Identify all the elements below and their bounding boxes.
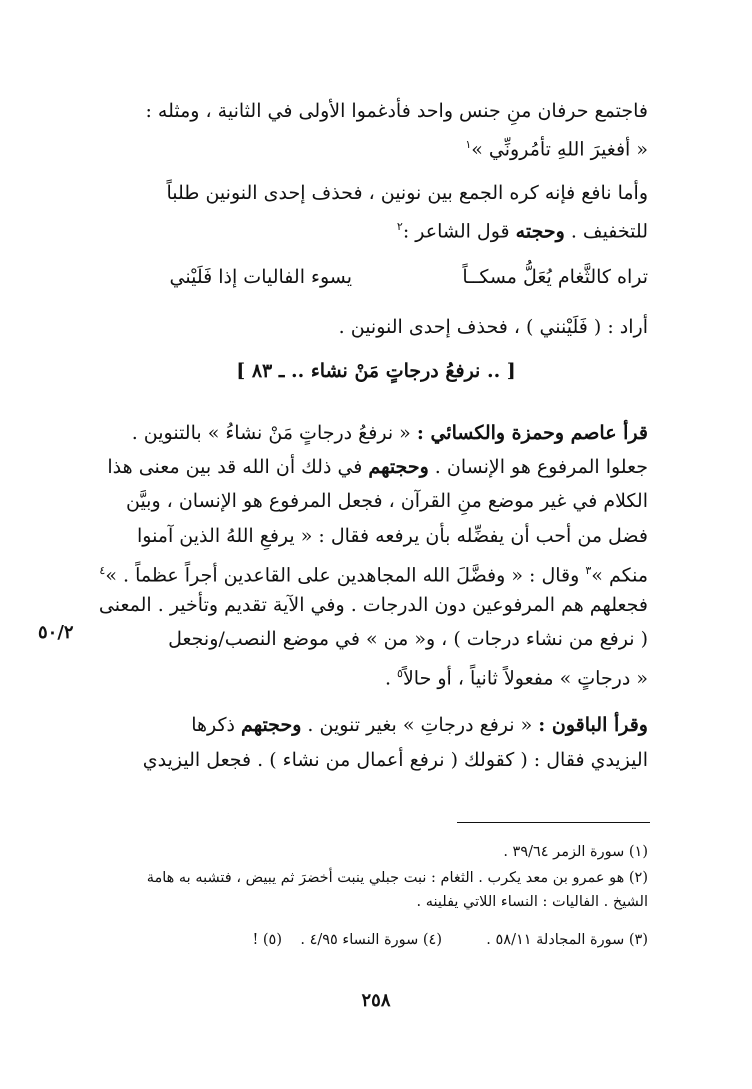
paragraph-4-line-2 — [107, 452, 648, 482]
verse-right-hemistich: تراه كالثَّغام يُعَلُّ مسكــاً — [462, 266, 648, 288]
text-span: « نرفع درجاتِ » بغير تنوين . — [307, 714, 533, 736]
paragraph-4-line-1 — [132, 418, 648, 448]
text-span: ذكرها — [191, 714, 235, 736]
paragraph-4-line-4: فضل من أحب أن يفضِّله بأن يرفعه فقال : « يرفعِ اللهُ الذين آمنوا — [136, 525, 648, 547]
paragraph-4-line-8: « درجاتٍ » مفعولاً ثانياً ، أو حالاً$^٥$ . — [384, 667, 648, 690]
bold-term: وحجتهم — [368, 456, 429, 478]
text-span: قول الشاعر : — [402, 220, 510, 243]
paragraph-4-line-3: الكلام في غير موضع منِ القرآن ، فجعل المرفوع هو الإنسان ، وبيَّن — [125, 490, 648, 512]
bold-term: وقرأ الباقون : — [538, 714, 648, 736]
text-span: للتخفيف . — [570, 220, 648, 243]
footnote-2-continued: الشيخ . الفاليات : النساء اللاتي يفلينه . — [416, 894, 648, 910]
text-span: منكم » — [591, 564, 648, 587]
paragraph-5-line-2: اليزيدي فقال : ( كقولك ( نرفع أعمال من نشاء ) . فجعل اليزيدي — [142, 749, 648, 771]
paragraph-3-line-1: أراد : ( فَلَيْنني ) ، فحذف إحدى النونين . — [338, 316, 648, 338]
footnote-ref: ٢ — [396, 220, 403, 233]
paragraph-2-line-2 — [397, 212, 648, 246]
text-span: وقال : « وفضَّلَ الله المجاهدين على القاعدين أجراً عظماً . » — [105, 564, 580, 587]
text-span: « نرفعُ درجاتٍ مَنْ نشاءُ » بالتنوين . — [131, 422, 411, 444]
text-span: جعلوا المرفوع هو الإنسان . — [434, 456, 648, 478]
bold-term: قرأ عاصم وحمزة والكسائي : — [416, 422, 648, 444]
text-span: في ذلك أن الله قد بين معنى هذا — [107, 456, 363, 478]
paragraph-5-line-1 — [191, 710, 648, 740]
paragraph-4-line-5 — [99, 556, 648, 590]
margin-page-reference: ٥٠/٢ — [38, 622, 74, 643]
footnote-separator — [457, 822, 650, 823]
footnote-3: (٣) سورة المجادلة ٥٨/١١ . — [486, 932, 648, 948]
footnote-ref: ٣ — [585, 564, 592, 577]
footnote-1: (١) سورة الزمر ٣٩/٦٤ . — [503, 844, 648, 860]
footnote-ref: ١ — [465, 138, 472, 151]
bold-term: وحجته — [515, 220, 565, 243]
footnote-ref: ٤ — [99, 564, 106, 577]
footnote-4: (٤) سورة النساء ٤/٩٥ . — [300, 932, 442, 948]
paragraph-1-line-2 — [465, 130, 648, 164]
text-span: « درجاتٍ » مفعولاً ثانياً ، أو حالاً — [402, 667, 648, 690]
section-heading: [ .. نرفعُ درجاتٍ مَنْ نشاء .. ـ ٨٣ ] — [236, 360, 516, 382]
paragraph-4-line-6: فجعلهم هم المرفوعين دون الدرجات . وفي الآية تقديم وتأخير . المعنى — [98, 594, 648, 616]
page-number: ٢٥٨ — [361, 990, 391, 1011]
footnote-5: (٥) ! — [252, 932, 282, 948]
quran-quote: « أفغيرَ اللهِ تأمُرونِّي » — [471, 138, 648, 161]
footnote-2: (٢) هو عمرو بن معد يكرب . الثغام : نبت جبلي ينبت أخضرَ ثم يبيض ، فتشبه به هامة — [146, 870, 648, 886]
paragraph-4-line-7: ( نرفع من نشاء درجات ) ، و« من » في موضع النصب/ونجعل — [168, 628, 648, 650]
verse-left-hemistich: يسوء الفاليات إذا فَلَيْني — [169, 266, 352, 288]
footnote-ref: ٥ — [397, 667, 403, 680]
paragraph-1-line-1: فاجتمع حرفان منِ جنس واحد فأدغموا الأولى في الثانية ، ومثله : — [145, 100, 648, 122]
paragraph-2-line-1: وأما نافع فإنه كره الجمع بين نونين ، فحذف إحدى النونين طلباً — [166, 182, 648, 204]
bold-term: وحجتهم — [241, 714, 302, 736]
